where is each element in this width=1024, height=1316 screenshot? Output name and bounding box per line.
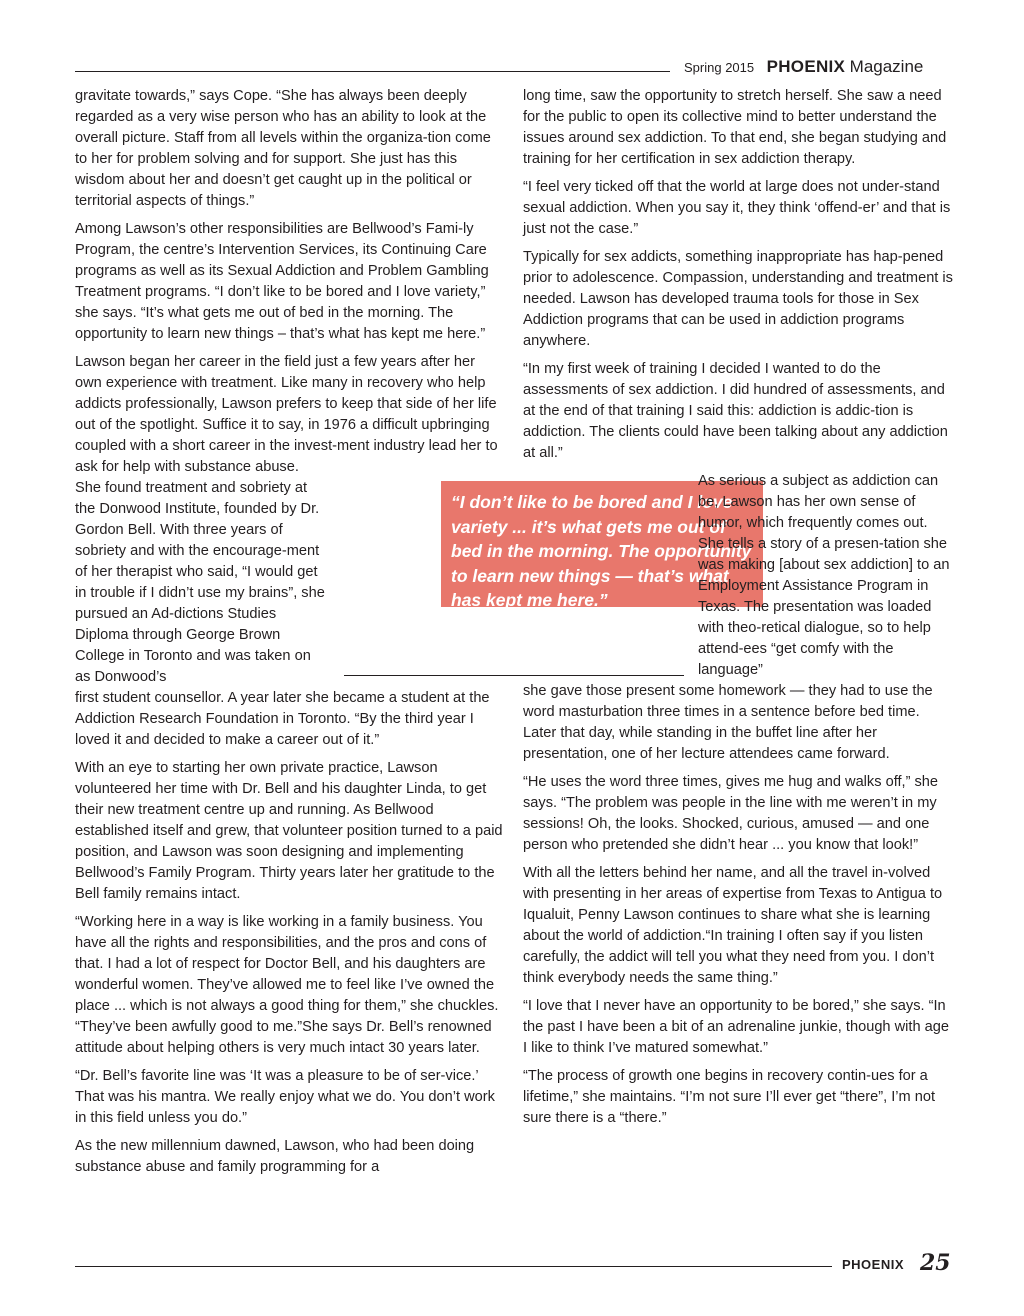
paragraph: “Working here in a way is like working in a family business. You have all the rights and responsibilities, and the pros and cons of that. I had a lot of respect for Doctor Bell, and his daughters are wonderful women. They’ve allowed me to feel like I’ve owned the place ... which is not always a good thing for them,” she chuckles. “They’ve been awfully good to me.”She says Dr. Bell’s renowned attitude about helping others is very much intact 30 years later. (75, 914, 499, 1056)
paragraph: “The process of growth one begins in recovery contin-ues for a lifetime,” she maintains. “I’m not sure I’ll ever get “there”, I’m not sure there is a “there.” (523, 1068, 936, 1126)
issue-season: Spring 2015 (684, 60, 755, 75)
paragraph: “I love that I never have an opportunity to be bored,” she says. “In the past I have been a bit of an adrenaline junkie, though with age I like to think I’ve matured somewhat.” (523, 998, 949, 1056)
right-column (523, 86, 953, 1136)
footer-brand: PHOENIX (842, 1257, 905, 1272)
running-header (684, 57, 923, 77)
paragraph: Among Lawson’s other responsibilities are Bellwood’s Fami-ly Program, the centre’s Intervention Services, its Continuing Care programs as well as its Sexual Addiction and Problem Gambling Treatment programs. “I don’t like to be bored and I love variety,” she says. “It’s what gets me out of bed in the morning. The opportunity to learn new things – that’s what has kept me here.” (75, 221, 489, 342)
paragraph: Lawson began her career in the field just a few years after her own experience with treatment. Like many in recovery who help addicts professionally, Lawson prefers to keep that side of her life out of the spotlight. Suffice it to say, in 1976 a difficult upbringing coupled with a short career in the invest-ment industry lead her to ask for help with substance abuse. (75, 354, 498, 475)
header-rule (75, 71, 670, 72)
paragraph: she gave those present some homework — they had to use the word masturbation three times in a sentence before bed time. Later that day, while standing in the buffet line after her presentation, one of her lecture attendees came forward. (523, 683, 933, 762)
paragraph: With all the letters behind her name, and all the travel in-volved with presenting in her areas of expertise from Texas to Antigua to Iqualuit, Penny Lawson continues to share what she is learning about the world of addiction.“In training I often say if you listen carefully, the addict will tell you what they need from you. I don’t think everybody needs the same thing.” (523, 865, 943, 986)
paragraph: “I feel very ticked off that the world at large does not under-stand sexual addiction. When you say it, they think ‘offend-er’ and that is just not the case.” (523, 179, 951, 237)
paragraph: With an eye to starting her own private practice, Lawson volunteered her time with Dr. Bell and his daughter Linda, to get their new treatment centre up and running. As Bellwood established itself and grew, that volunteer position turned to a paid position, and Lawson was soon designing and implementing Bellwood’s Family Program. Thirty years later her gratitude to the Bell family remains intact. (75, 760, 503, 902)
paragraph: She found treatment and sobriety at the Donwood Institute, founded by Dr. Gordon Bell. With three years of sobriety and with the encourage-ment of her therapist who said, “I would get in trouble if I didn’t use my brains”, she pursued an Ad-dictions Studies Diploma through George Brown College in Toronto and was taken on as Donwood’s (75, 480, 325, 685)
paragraph: “He uses the word three times, gives me hug and walks off,” she says. “The problem was people in the line with me weren’t in my sessions! Oh, the looks. Shocked, curious, amused — and one person who pretended she didn’t hear ... you know that look!” (523, 774, 939, 853)
paragraph: As the new millennium dawned, Lawson, who had been doing substance abuse and family programming for a (75, 1138, 475, 1175)
paragraph: long time, saw the opportunity to stretch herself. She saw a need for the public to open its collective mind to better understand the issues around sex addiction. To that end, she began studying and training for her certification in sex addiction therapy. (523, 88, 947, 167)
pull-quote: “I don’t like to be bored and I love variety ... it’s what gets me out of bed in the morning. The opportunity to learn new things — that’s what has kept me here.” (441, 481, 763, 607)
magazine-brand: PHOENIX (766, 57, 846, 76)
paragraph: first student counsellor. A year later she became a student at the Addiction Research Foundation in Toronto. “By the third year I loved it and decided to make a career out of it.” (75, 690, 490, 748)
magazine-label: Magazine (849, 57, 924, 76)
paragraph: “In my first week of training I decided I wanted to do the assessments of sex addiction. I did hundred of assessments, and at the end of that training I said this: addiction is addic-tion is addiction. The clients could have been talking about any addiction at all.” (523, 361, 948, 461)
paragraph: “Dr. Bell’s favorite line was ‘It was a pleasure to be of ser-vice.’ That was his mantra. We really enjoy what we do. You don’t work in this field unless you do.” (75, 1068, 495, 1126)
paragraph: Typically for sex addicts, something inappropriate has hap-pened prior to adolescence. Compassion, understanding and treatment is needed. Lawson has developed trauma tools for those in Sex Addiction programs that can be used in addiction programs anywhere. (523, 249, 953, 349)
paragraph: As serious a subject as addiction can be, Lawson has her own sense of humor, which frequently comes out. She tells a story of a presen-tation she was making [about sex addiction] to an Employment Assistance Program in Texas. The presentation was loaded with theo-retical dialogue, so to help attend-ees “get comfy with the language” (698, 473, 950, 678)
paragraph: gravitate towards,” says Cope. “She has always been deeply regarded as a very wise person who has an ability to look at the overall picture. Staff from all levels within the organiza-tion come to her for problem solving and for support. She just has this wisdom about her and doesn’t get caught up in the political or territorial aspects of things.” (75, 88, 491, 209)
page-number: 25 (920, 1250, 951, 1276)
footer-rule (75, 1266, 832, 1267)
